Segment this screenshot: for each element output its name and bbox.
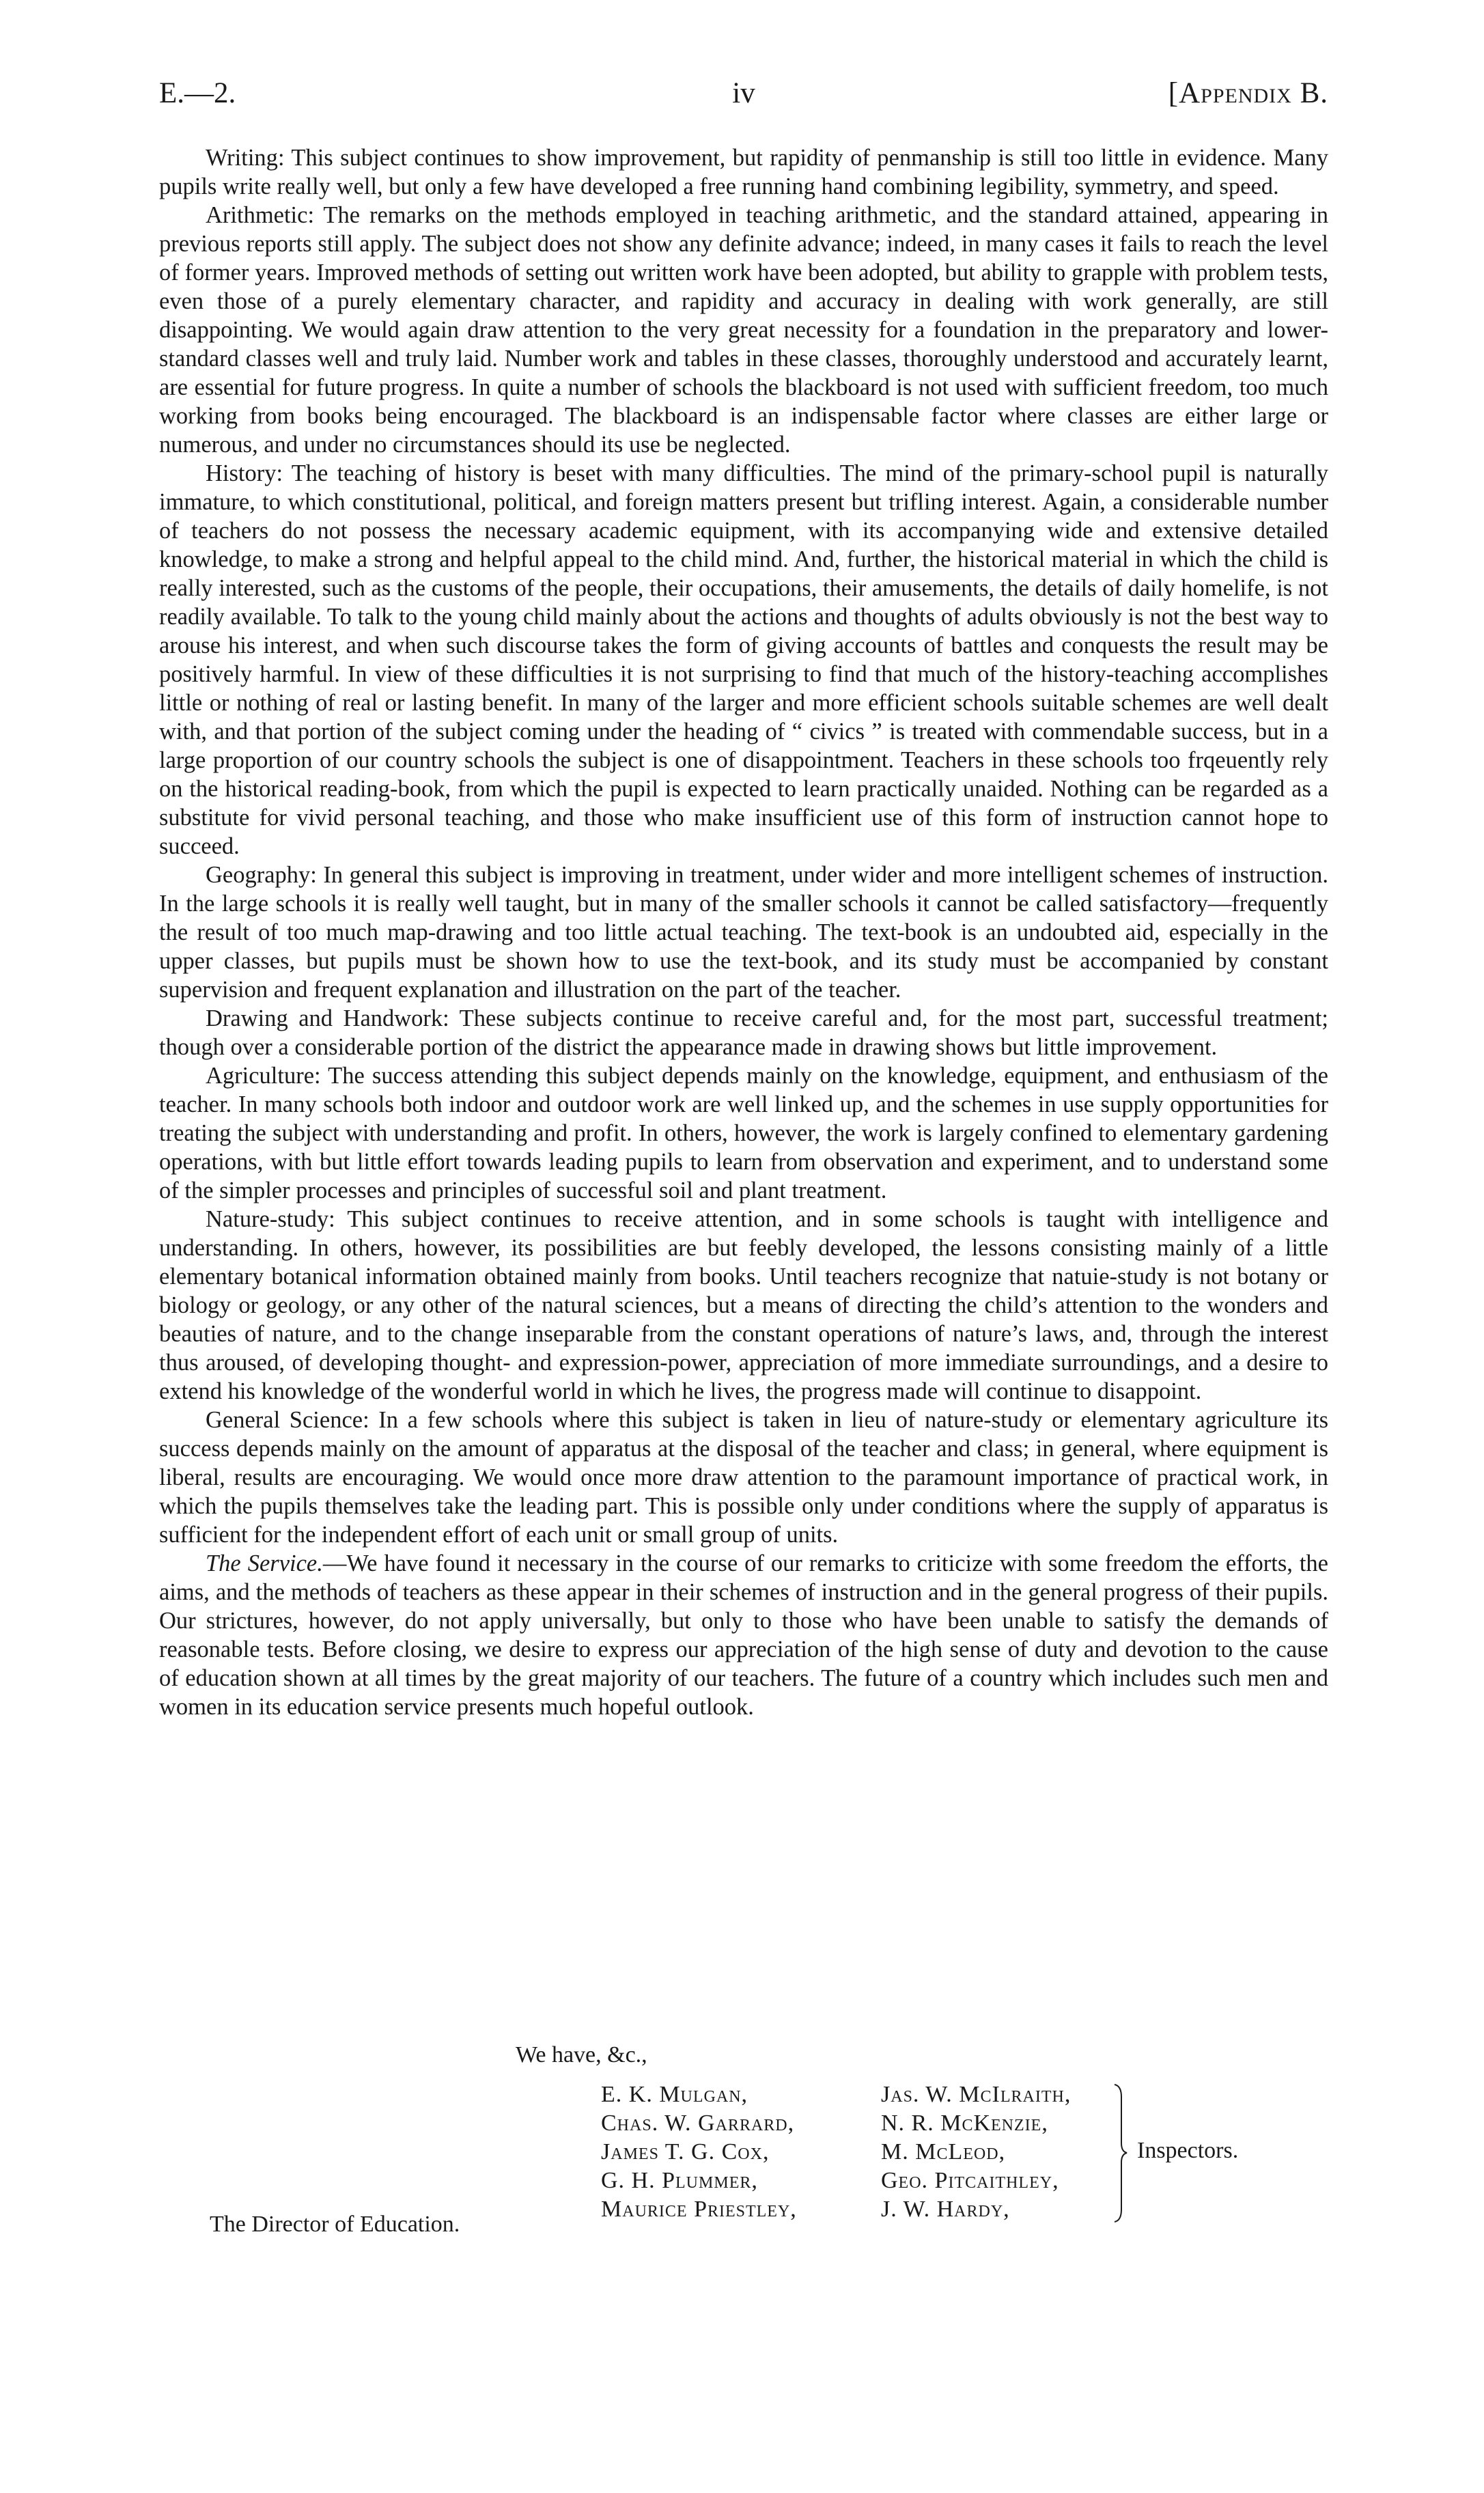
- signatory-name: M. McLeod,: [881, 2139, 1006, 2164]
- paragraph-agriculture: [159, 1061, 1328, 1205]
- signatory-name: Chas. W. Garrard,: [601, 2111, 795, 2136]
- signatories-right-column: [881, 2080, 1071, 2224]
- paragraph-lead: Geography: [206, 862, 311, 888]
- paragraph-lead: Arithmetic: [206, 202, 308, 228]
- signatory-name: G. H. Plummer,: [601, 2168, 758, 2193]
- report-body: [159, 143, 1328, 1721]
- addressee: The Director of Education.: [210, 2212, 460, 2237]
- paragraph-geography: [159, 861, 1328, 1004]
- signatory-name: J. W. Hardy,: [881, 2197, 1010, 2222]
- paragraph-text: : In general this subject is improving in treatment, under wider and more intelligent schemes of instruction. In the large schools it is really well taught, but in many of the smaller schools it cannot be called satisfactory—frequently the result of too much map-drawing and too little actual teaching. The text-book is an undoubted aid, especially in the upper classes, but pupils must be shown how to use the text-book, and its study must be accompanied by constant supervision and frequent explanation and illustration on the part of the teacher.: [159, 862, 1328, 1003]
- paragraph-history: [159, 459, 1328, 861]
- signatories-left-column: [601, 2080, 797, 2224]
- document-reference: E.—2.: [159, 77, 236, 109]
- signatory-name: Geo. Pitcaithley,: [881, 2168, 1059, 2193]
- paragraph-lead: History: [206, 460, 277, 486]
- inspectors-label: Inspectors.: [1137, 2138, 1239, 2163]
- signatory-name: Jas. W. McIlraith,: [881, 2082, 1072, 2107]
- paragraph-arithmetic: [159, 201, 1328, 459]
- paragraph-text: : These subjects continue to receive careful and, for the most part, successful treatment; though over a considerable portion of the district the appearance made in drawing shows but little improvement.: [159, 1005, 1328, 1060]
- paragraph-drawing-handwork: [159, 1004, 1328, 1061]
- paragraph-lead: General Science: [206, 1407, 363, 1433]
- paragraph-text: : In a few schools where this subject is taken in lieu of nature-study or elementary agriculture its success depends mainly on the amount of apparatus at the disposal of the teacher and class; in general, where equipment is liberal, results are encouraging. We would once more draw attention to the paramount importance of practical work, in which the pupils themselves take the leading part. This is possible only under conditions where the supply of apparatus is sufficient for the independent effort of each unit or small group of units.: [159, 1407, 1329, 1548]
- paragraph-text: : This subject continues to receive attention, and in some schools is taught with intelligence and understanding. In others, however, its possibilities are but feebly developed, the lessons consisting mainly of a little elementary botanical information obtained mainly from books. Until teachers recognize that natuie-study is not botany or biology or geology, or any other of the natural sciences, but a means of directing the child’s attention to the wonders and beauties of nature, and to the change inseparable from the constant operations of nature’s laws, and, through the interest thus aroused, of developing thought- and expression-power, appreciation of more immediate surroundings, and a desire to extend his knowledge of the wonderful world in which he lives, the progress made will continue to disappoint.: [159, 1206, 1328, 1404]
- paragraph-text: : The success attending this subject depends mainly on the knowledge, equipment, and enthusiasm of the teacher. In many schools both indoor and outdoor work are well linked up, and the schemes in use supply opportunities for treating the subject with understanding and profit. In others, however, the work is largely confined to elementary gardening operations, with but little effort towards leading pupils to learn from observation and experiment, and to understand some of the simpler processes and principles of successful soil and plant treatment.: [159, 1063, 1328, 1203]
- paragraph-general-science: [159, 1406, 1328, 1549]
- signatory-name: James T. G. Cox,: [601, 2139, 770, 2164]
- paragraph-lead: Writing: [206, 145, 278, 171]
- paragraph-text: : The teaching of history is beset with many difficulties. The mind of the primary-school pupil is naturally immature, to which constitutional, political, and foreign matters present but trifling interest. Again, a considerable number of teachers do not possess the necessary academic equipment, with its accompanying wide and extensive detailed knowledge, to make a strong and helpful appeal to the child mind. And, further, the historical material in which the child is really interested, such as the customs of the people, their occupations, their amusements, the details of daily homelife, is not readily available. To talk to the young child mainly about the actions and thoughts of adults obviously is not the best way to arouse his interest, and when such discourse takes the form of giving accounts of battles and conquests the result may be positively harmful. In view of these difficulties it is not surprising to find that much of the history-teaching accomplishes little or nothing of real or lasting benefit. In many of the larger and more efficient schools suitable schemes are well dealt with, and that portion of the subject coming under the heading of “ civics ” is treated with commendable success, but in a large proportion of our country schools the subject is one of disappointment. Teachers in these schools too frqeuently rely on the historical reading-book, from which the pupil is expected to learn practically unaided. Nothing can be regarded as a substitute for vivid personal teaching, and those who make insufficient use of this form of instruction cannot hope to succeed.: [159, 460, 1328, 859]
- appendix-label: [Appendix B.: [1168, 77, 1328, 109]
- paragraph-text: : The remarks on the methods employed in teaching arithmetic, and the standard attained, appearing in previous reports still apply. The subject does not show any definite advance; indeed, in many cases it fails to reach the level of former years. Improved methods of setting out written work have been adopted, but ability to grapple with problem tests, even those of a purely elementary character, and rapidity and accuracy in dealing with work generally, are still disappointing. We would again draw attention to the very great necessity for a foundation in the preparatory and lower-standard classes well and truly laid. Number work and tables in these classes, thoroughly understood and accurately learnt, are essential for future progress. In quite a number of schools the blackboard is not used with sufficient freedom, too much working from books being encouraged. The blackboard is an indispensable factor where classes are either large or numerous, and under no circumstances should its use be neglected.: [159, 202, 1328, 458]
- paragraph-the-service: [159, 1549, 1328, 1721]
- right-brace-icon: [1113, 2083, 1128, 2223]
- signatory-name: E. K. Mulgan,: [601, 2082, 748, 2107]
- signatory-name: N. R. McKenzie,: [881, 2111, 1048, 2136]
- paragraph-lead: The Service.: [206, 1550, 323, 1576]
- page-number: iv: [732, 77, 755, 109]
- signatory-name: Maurice Priestley,: [601, 2197, 797, 2222]
- paragraph-writing: [159, 143, 1328, 201]
- page-header: [159, 76, 1328, 117]
- paragraph-lead: Drawing and Handwork: [206, 1005, 443, 1031]
- paragraph-text: —We have found it necessary in the course of our remarks to criticize with some freedom the efforts, the aims, and the methods of teachers as these appear in their schemes of instruction and in the general progress of their pupils. Our strictures, however, do not apply universally, but only to those who have been unable to satisfy the demands of reasonable tests. Before closing, we desire to express our appreciation of the high sense of duty and devotion to the cause of education shown at all times by the great majority of our teachers. The future of a country which includes such men and women in its education service presents much hopeful outlook.: [159, 1550, 1328, 1720]
- paragraph-nature-study: [159, 1205, 1328, 1406]
- paragraph-lead: Agriculture: [206, 1063, 315, 1089]
- salutation: We have, &c.,: [516, 2042, 647, 2067]
- paragraph-text: : This subject continues to show improvement, but rapidity of penmanship is still too little in evidence. Many pupils write really well, but only a few have developed a free running hand combining legibility, symmetry, and speed.: [159, 145, 1328, 199]
- paragraph-lead: Nature-study: [206, 1206, 329, 1232]
